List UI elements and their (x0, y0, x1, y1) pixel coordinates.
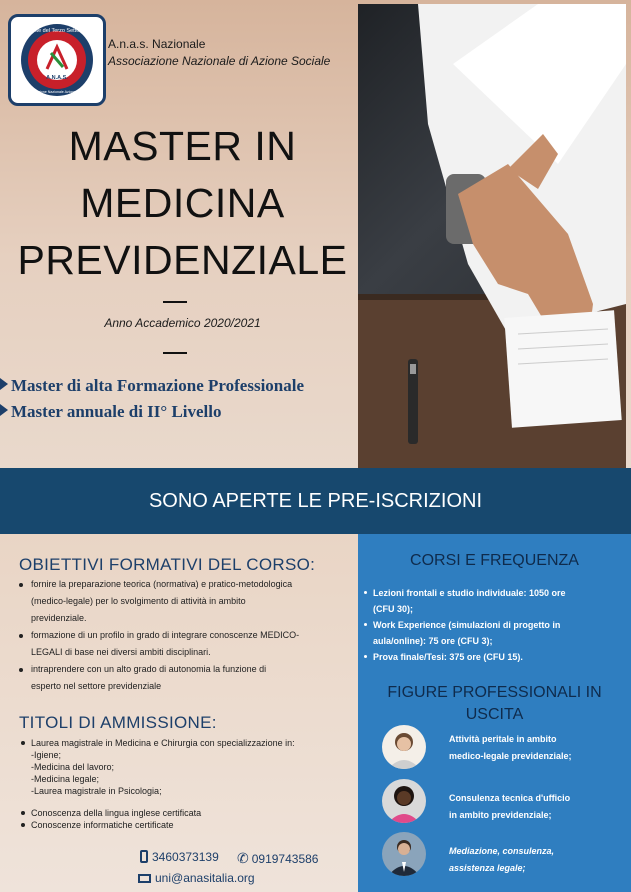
objectives-list (18, 576, 348, 695)
objectives-heading: OBIETTIVI FORMATIVI DEL CORSO: (19, 555, 316, 574)
figure-item (449, 790, 624, 824)
mobile-phone-icon (140, 850, 148, 863)
figures-heading-line-2: USCITA (465, 706, 524, 723)
title-line-3: PREVIDENZIALE (17, 237, 348, 283)
title-line-2: MEDICINA (80, 180, 285, 226)
list-item: Conoscenze informatiche certificate (20, 819, 350, 831)
specialization-item: -Medicina legale; (31, 774, 100, 784)
computer-icon (138, 874, 151, 883)
org-full-name: Associazione Nazionale di Azione Sociale (108, 54, 331, 68)
figures-heading (358, 682, 631, 726)
avatar (382, 725, 426, 769)
figure-line-2: medico-legale previdenziale; (449, 751, 572, 761)
list-item: Lezioni frontali e studio individuale: 1050 ore (CFU 30); (362, 585, 568, 617)
figure-line-2: assistenza legale; (449, 863, 526, 873)
association-name (108, 36, 330, 70)
divider-bottom (163, 352, 187, 354)
email-address: uni@anasitalia.org (155, 871, 255, 885)
divider-top (163, 301, 187, 303)
figure-line-1: Mediazione, consulenza, (449, 846, 555, 856)
avatar (382, 832, 426, 876)
highlight-item (0, 376, 304, 396)
org-short-name: A.n.a.s. Nazionale (108, 37, 206, 51)
list-item: intraprendere con un alto grado di autonomia la funzione di esperto nel settore previdenziale (18, 661, 293, 695)
master-title (10, 118, 355, 289)
triangle-bullet-icon (0, 378, 8, 390)
figures-heading-line-1: FIGURE PROFESSIONALI IN (387, 684, 602, 701)
phone-number: 0919743586 (251, 852, 319, 866)
figure-line-1: Consulenza tecnica d'ufficio (449, 793, 571, 803)
logo-bottom-text: Associazione Nazionale Azione Sociale (25, 90, 89, 94)
figure-item (449, 731, 624, 765)
mobile-number: 3460373139 (152, 850, 219, 864)
list-spacer (20, 797, 350, 807)
list-item: Laurea magistrale in Medicina e Chirurgia con specializzazione in: (20, 737, 350, 749)
triangle-bullet-icon (0, 404, 8, 416)
phone-icon: ✆ (237, 850, 249, 866)
list-item: Work Experience (simulazioni di progetto in aula/online): 75 ore (CFU 3); (362, 617, 598, 649)
list-item: formazione di un profilo in grado di integrare conoscenze MEDICO-LEGALI di base nei diversi ambiti disciplinari. (18, 627, 309, 661)
mobile-contact[interactable] (140, 850, 219, 864)
list-item: Prova finale/Tesi: 375 ore (CFU 15). (362, 649, 627, 665)
phone-contact[interactable] (237, 850, 318, 867)
handshake-photo (358, 4, 626, 468)
figure-line-2: in ambito previdenziale; (449, 810, 552, 820)
figure-line-1: Attività peritale in ambito (449, 734, 557, 744)
logo-top-text: Ente del Terzo Settore (29, 28, 85, 34)
admission-heading: TITOLI DI AMMISSIONE: (19, 713, 217, 732)
list-item: fornire la preparazione teorica (normativa) e pratico-metodologica (medico-legale) per lo svolgimento di attività in ambito previdenziale. (18, 576, 301, 627)
courses-list (362, 585, 627, 665)
specialization-item: -Igiene; (31, 750, 62, 760)
logo-center-text: A.N.A.S. (46, 75, 68, 81)
email-contact[interactable] (138, 871, 255, 885)
admission-list (20, 737, 350, 831)
highlight-text: Master annuale di II° Livello (11, 402, 222, 421)
specialization-item: -Laurea magistrale in Psicologia; (31, 786, 162, 796)
title-line-1: MASTER IN (68, 123, 297, 169)
preregistration-banner: SONO APERTE LE PRE-ISCRIZIONI (0, 468, 631, 534)
list-item: Conoscenza della lingua inglese certificata (20, 807, 350, 819)
highlight-item (0, 402, 222, 422)
highlight-text: Master di alta Formazione Professionale (11, 376, 305, 395)
academic-year: Anno Accademico 2020/2021 (104, 316, 261, 330)
figure-item (449, 843, 624, 877)
specialization-item: -Medicina del lavoro; (31, 762, 115, 772)
anas-logo (8, 14, 106, 106)
avatar (382, 779, 426, 823)
courses-heading: CORSI E FREQUENZA (410, 552, 579, 569)
